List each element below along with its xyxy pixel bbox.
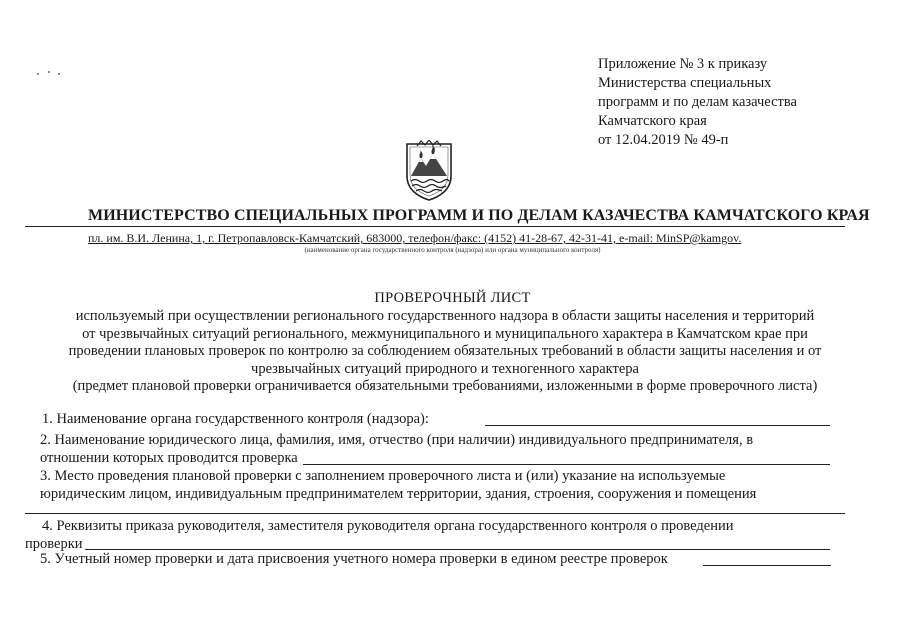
description-line: проведении плановых проверок по контролю за соблюдением обязательных требований в области защиты населения и от [68,343,822,359]
item-5-fill-line[interactable] [703,565,831,566]
item-3-line-1: 3. Место проведения плановой проверки с заполнением проверочного листа и (или) указание на используемые [40,468,726,484]
scan-speck [48,71,50,73]
item-2-line-1: 2. Наименование юридического лица, фамилия, имя, отчество (при наличии) индивидуального предпринимателя, в [40,432,754,448]
ministry-name: МИНИСТЕРСТВО СПЕЦИАЛЬНЫХ ПРОГРАММ И ПО ДЕЛАМ КАЗАЧЕСТВА КАМЧАТСКОГО КРАЯ [88,207,870,224]
item-2-fill-line[interactable] [303,464,830,465]
item-1-fill-line[interactable] [485,425,830,426]
appendix-block [598,55,898,150]
ministry-address: пл. им. В.И. Ленина, 1, г. Петропавловск-Камчатский, 683000, телефон/факс: (4152) 41-28-67, 42-31-41, e-mail: MinSP@kamgov. [88,231,742,245]
item-1-label: 1. Наименование органа государственного контроля (надзора): [42,411,429,427]
ministry-caption: (наименование органа государственного контроля (надзора) или органа муниципального контроля) [304,246,601,254]
document-description [30,308,860,396]
kamchatka-coat-of-arms-icon [403,140,455,202]
item-4-line-1: 4. Реквизиты приказа руководителя, заместителя руководителя органа государственного контроля о проведении [42,518,734,534]
description-line: (предмет плановой проверки ограничивается обязательными требованиями, изложенными в форме проверочного листа) [72,378,818,394]
header-divider [25,226,845,227]
scan-speck [37,73,39,75]
item-4-line-2: проверки [25,536,83,552]
item-3-fill-line[interactable] [25,513,845,514]
description-line: используемый при осуществлении регионального государственного надзора в области защиты населения и территорий [75,308,815,324]
item-5: 5. Учетный номер проверки и дата присвоения учетного номера проверки в едином реестре проверок [40,551,668,567]
document-title: ПРОВЕРОЧНЫЙ ЛИСТ [374,290,531,306]
description-line: чрезвычайных ситуаций природного и техногенного характера [251,360,639,377]
appendix-line: Министерства специальных [598,75,772,91]
appendix-line: Приложение № 3 к приказу [598,56,768,72]
description-line: от чрезвычайных ситуаций регионального, межмуниципального и муниципального характера в Камчатском крае при [82,325,808,342]
appendix-line: программ и по делам казачества [598,94,797,110]
scan-speck [58,73,60,75]
item-1 [42,410,429,428]
appendix-line: Камчатского края [598,113,707,129]
item-3-line-2: юридическим лицом, индивидуальным предпринимателем территории, здания, строения, сооружения и помещения [40,486,757,502]
appendix-line: от 12.04.2019 № 49-п [598,132,729,148]
item-2-line-2: отношении которых проводится проверка [40,450,298,466]
